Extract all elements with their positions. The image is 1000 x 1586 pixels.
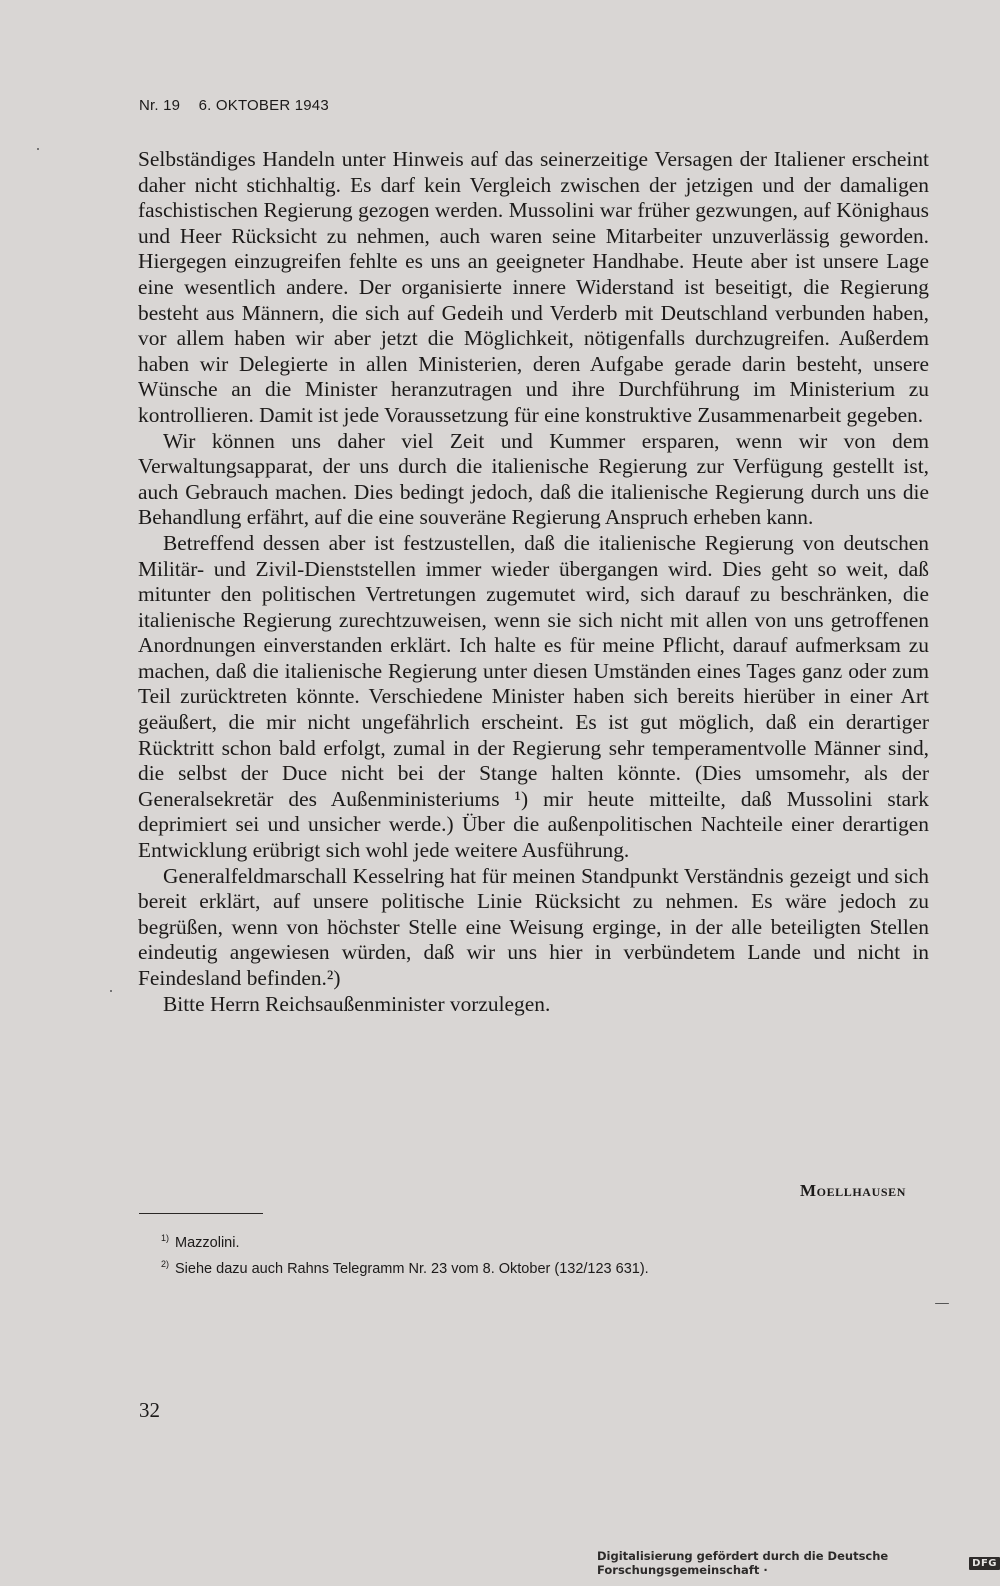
footnote-mark: 2): [161, 1258, 170, 1269]
paper-speck: [37, 148, 39, 150]
footnote-divider: [139, 1213, 263, 1214]
page-header: [139, 97, 343, 114]
letter-body: [138, 147, 929, 1017]
footnote: [161, 1228, 649, 1254]
paragraph: Betreffend dessen aber ist festzustellen, daß die italienische Regierung von deutschen Militär- und Zivil-Dienststellen immer wieder übergangen wird. Dies geht so weit, daß mitunter den politischen Vertretungen zugemutet wird, sich darauf zu beschränken, die italienische Regierung zurechtzuweisen, wenn sie sich nicht mit allen von uns getroffenen Anordnungen einverstanden erklärt. Ich halte es für meine Pflicht, darauf aufmerksam zu machen, daß die italienische Regierung unter diesen Umständen eines Tages ganz oder zum Teil zurücktreten könnte. Verschiedene Minister haben sich bereits hierüber in einer Art geäußert, die mir nicht ungefährlich erscheint. Es ist gut möglich, daß ein derartiger Rücktritt schon bald erfolgt, zumal in der Regierung sehr temperamentvolle Männer sind, die selbst der Duce nicht bei der Stange halten könnte. (Dies umsomehr, als der Generalsekretär des Außenministeriums ¹) mir heute mitteilte, daß Mussolini stark deprimiert sei und unsicher werde.) Über die außenpolitischen Nachteile einer derartigen Entwicklung erübrigt sich wohl jede weitere Ausführung.: [138, 530, 929, 863]
paragraph: Wir können uns daher viel Zeit und Kummer ersparen, wenn wir von dem Verwaltungsapparat, der uns durch die italienische Regierung zur Verfügung gestellt ist, auch Gebrauch machen. Dies bedingt jedoch, daß die italienische Regierung durch uns die Behandlung erfährt, auf die eine souveräne Regierung Anspruch erheben kann.: [138, 428, 929, 530]
credit-text: Digitalisierung gefördert durch die Deutsche Forschungsgemeinschaft ·: [597, 1549, 889, 1577]
document-date: 6. OKTOBER 1943: [198, 97, 329, 114]
footnote-text: Mazzolini.: [175, 1234, 240, 1251]
paragraph: Generalfeldmarschall Kesselring hat für meinen Standpunkt Verständnis gezeigt und sich bereit erklärt, auf unsere politische Linie Rücksicht zu nehmen. Es wäre jedoch zu begrüßen, wenn von höchster Stelle eine Weisung erginge, in der alle beteiligten Stellen eindeutig angewiesen würden, daß wir uns hier in verbündetem Lande und nicht in Feindesland befinden.²): [138, 863, 929, 990]
dfg-logo-icon: DFG: [969, 1557, 1000, 1570]
page-number: 32: [139, 1398, 160, 1422]
paragraph: Selbständiges Handeln unter Hinweis auf das seinerzeitige Versagen der Italiener erscheint daher nicht stichhaltig. Es darf kein Vergleich zwischen der jetzigen und der damaligen faschistischen Regierung gezogen werden. Mussolini war früher gezwungen, auf Könighaus und Heer Rücksicht zu nehmen, auch waren seine Mitarbeiter unzuverlässig geworden. Hiergegen einzugreifen fehlte es uns an geeigneter Handhabe. Heute aber ist unsere Lage eine wesentlich andere. Der organisierte innere Widerstand ist beseitigt, die Regierung besteht aus Männern, die sich auf Gedeih und Verderb mit Deutschland verbunden haben, vor allem haben wir aber jetzt die Möglichkeit, nötigenfalls durchzugreifen. Außerdem haben wir Delegierte in allen Ministerien, deren Aufgabe gerade darin besteht, unsere Wünsche an die Minister heranzutragen und ihre Durchführung im Ministerium zu kontrollieren. Damit ist jede Voraussetzung für eine konstruktive Zusammenarbeit gegeben.: [138, 147, 929, 427]
paper-speck: [110, 990, 112, 992]
footnotes: [161, 1228, 649, 1280]
footnote-mark: 1): [161, 1233, 170, 1243]
footnote: [161, 1254, 649, 1280]
signature: Moellhausen: [799, 1181, 906, 1200]
footnote-text: Siehe dazu auch Rahns Telegramm Nr. 23 vom 8. Oktober (132/123 631).: [175, 1260, 649, 1277]
paper-speck: [935, 1303, 949, 1304]
paragraph: Bitte Herrn Reichsaußenminister vorzulegen.: [163, 991, 551, 1016]
document-number: Nr. 19: [139, 97, 181, 114]
digitization-credit: [597, 1551, 1000, 1575]
